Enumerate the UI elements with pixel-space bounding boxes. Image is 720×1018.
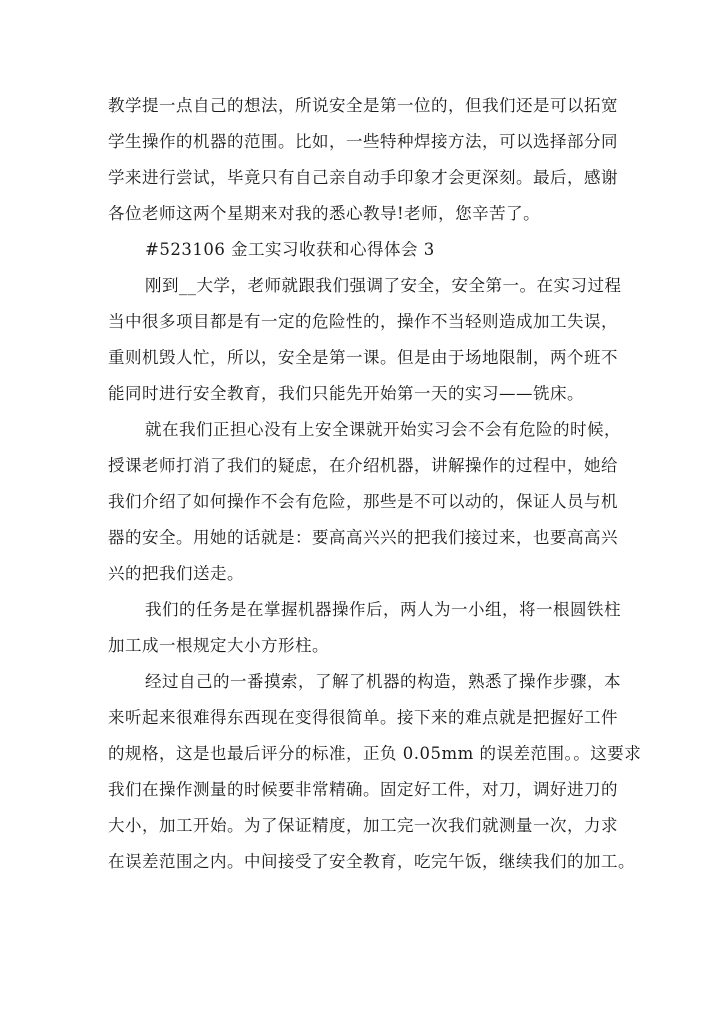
text-line: 各位老师这两个星期来对我的悉心教导!老师，您辛苦了。 [108,204,541,223]
document-page [108,88,642,880]
text-line: 在误差范围之内。中间接受了安全教育，吃完午饭，继续我们的加工。 [108,852,635,871]
text-line: 来听起来很难得东西现在变得很简单。接下来的难点就是把握好工件 [108,708,618,727]
text-line: 重则机毁人忙，所以，安全是第一课。但是由于场地限制，两个班不 [108,348,618,367]
text-line: 就在我们正担心没有上安全课就开始实习会不会有危险的时候， [145,420,621,439]
section-heading: #523106 金工实习收获和心得体会 3 [145,240,435,259]
text-line: 我们的任务是在掌握机器操作后，两人为一小组，将一根圆铁柱 [145,600,621,619]
paragraph-process [108,664,642,880]
text-line: 加工成一根规定大小方形柱。 [108,636,329,655]
text-line: 我们在操作测量的时候要非常精确。固定好工件，对刀，调好进刀的 [108,780,618,799]
text-line: 学来进行尝试，毕竟只有自己亲自动手印象才会更深刻。最后，感谢 [108,168,618,187]
paragraph-task [108,592,621,664]
text-line: 器的安全。用她的话就是：要高高兴兴的把我们接过来，也要高高兴 [108,528,618,547]
text-line: 教学提一点自己的想法，所说安全是第一位的，但我们还是可以拓宽 [108,96,618,115]
intro-paragraph [108,88,618,232]
text-line: 经过自己的一番摸索，了解了机器的构造，熟悉了操作步骤，本 [145,672,621,691]
text-line: 授课老师打消了我们的疑虑，在介绍机器，讲解操作的过程中，她给 [108,456,618,475]
text-line: 学生操作的机器的范围。比如，一些特种焊接方法，可以选择部分同 [108,132,618,151]
paragraph-teacher-intro [108,412,621,592]
text-line: 的规格，这是也最后评分的标准，正负 0.05mm 的误差范围。。这要求 [108,744,642,763]
text-line: 我们介绍了如何操作不会有危险，那些是不可以动的，保证人员与机 [108,492,618,511]
text-line: 能同时进行安全教育，我们只能先开始第一天的实习——铣床。 [108,384,584,403]
text-line: 兴的把我们送走。 [108,564,244,583]
paragraph-safety-first [108,268,622,412]
text-line: 刚到__大学，老师就跟我们强调了安全，安全第一。在实习过程 [145,276,622,295]
text-line: 大小，加工开始。为了保证精度，加工完一次我们就测量一次，力求 [108,816,618,835]
text-line: 当中很多项目都是有一定的危险性的，操作不当轻则造成加工失误， [108,312,618,331]
